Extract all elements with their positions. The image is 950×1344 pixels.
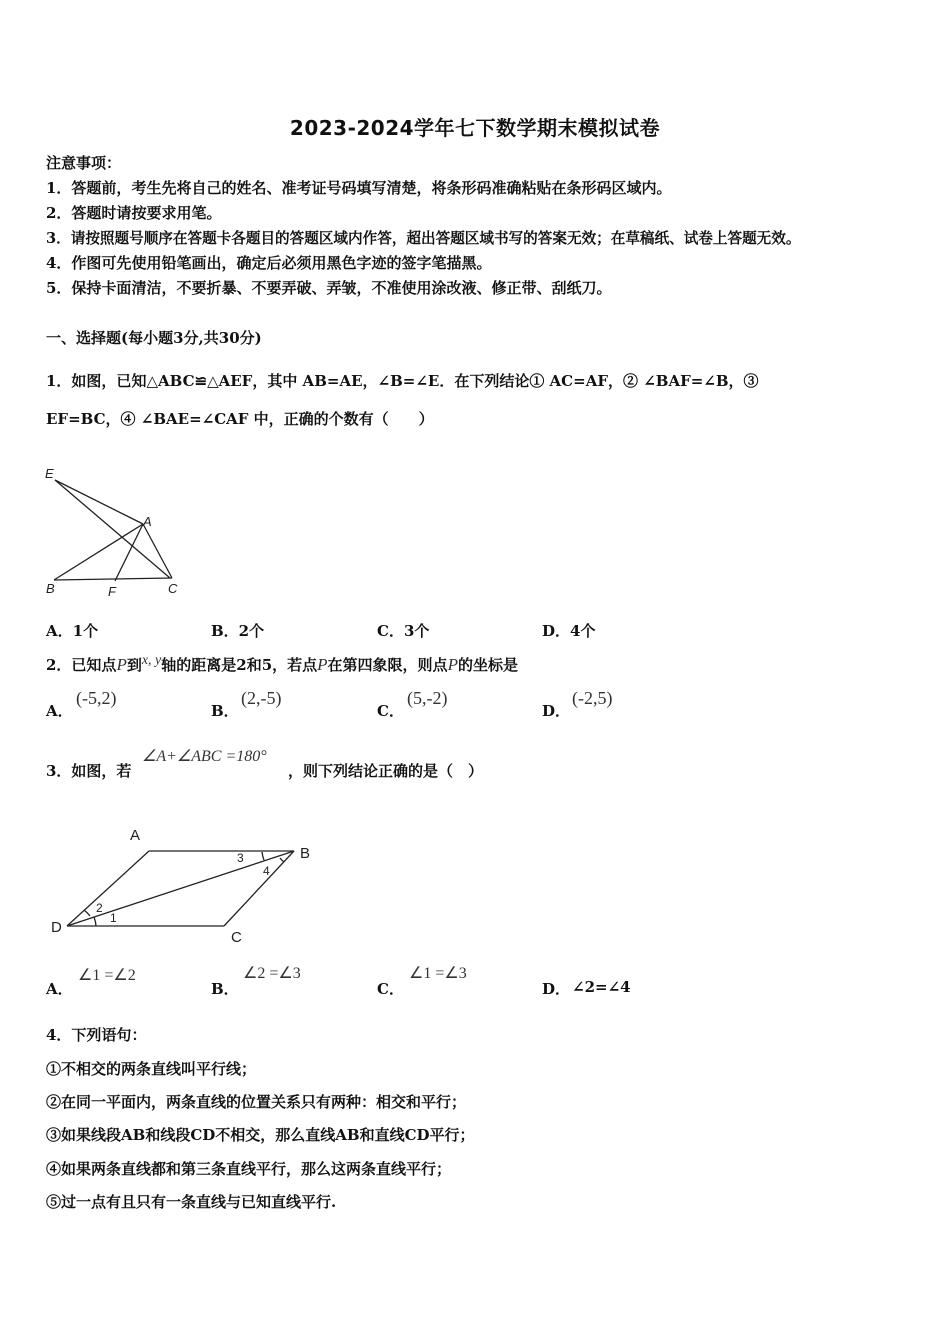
page-title: 2023-2024学年七下数学期末模拟试卷 bbox=[289, 116, 661, 140]
notice-item: 2．答题时请按要求用笔。 bbox=[46, 204, 222, 222]
question-3-figure bbox=[44, 818, 334, 948]
q1-option-c[interactable]: C．3个 bbox=[377, 622, 430, 640]
notice-item: 3．请按照题号顺序在答题卡各题目的答题区域内作答，超出答题区域书写的答案无效；在草稿纸、试卷上答题无效。 bbox=[46, 230, 801, 247]
section-title: 一、选择题(每小题3分,共30分) bbox=[46, 329, 262, 347]
angle-label-4: 4 bbox=[263, 864, 270, 878]
segment-EC bbox=[55, 480, 170, 578]
segment-BC bbox=[54, 578, 172, 580]
question-1-line2: EF=BC，④ ∠BAE=∠CAF 中，正确的个数有（ ） bbox=[46, 410, 434, 428]
question-4-statement: ①不相交的两条直线叫平行线； bbox=[46, 1060, 257, 1078]
question-4-statement: ⑤过一点有且只有一条直线与已知直线平行. bbox=[46, 1193, 337, 1211]
axes-xy: x, y bbox=[141, 653, 162, 668]
q2-option-b-label[interactable]: B． bbox=[211, 702, 239, 720]
vertex-label-A: A bbox=[143, 514, 152, 529]
vertex-label-D: D bbox=[51, 919, 62, 936]
notice-heading: 注意事项： bbox=[46, 154, 122, 172]
q3-option-c-value[interactable]: ∠1 =∠3 bbox=[409, 965, 467, 982]
q2-option-c-label[interactable]: C． bbox=[377, 702, 404, 720]
q2-option-a-label[interactable]: A． bbox=[46, 702, 73, 720]
q1-option-b[interactable]: B．2个 bbox=[211, 622, 265, 640]
point-p: P bbox=[116, 655, 127, 674]
question-3-prefix: 3．如图，若 bbox=[46, 762, 132, 780]
vertex-label-B: B bbox=[300, 845, 311, 862]
angle-arc-1 bbox=[94, 917, 96, 926]
question-4-statement: ③如果线段AB和线段CD不相交，那么直线AB和直线CD平行； bbox=[46, 1126, 475, 1144]
angle-arc-2 bbox=[84, 910, 90, 916]
q2-option-d-value[interactable]: (-2,5) bbox=[572, 688, 613, 708]
angle-label-3: 3 bbox=[237, 851, 244, 865]
notice-item: 4．作图可先使用铅笔画出，确定后必须用黑色字迹的签字笔描黑。 bbox=[46, 254, 492, 272]
q3-option-d-label[interactable]: D． bbox=[542, 980, 571, 998]
angle-arc-3 bbox=[262, 852, 264, 860]
question-4-statement: ④如果两条直线都和第三条直线平行，那么这两条直线平行； bbox=[46, 1160, 452, 1178]
angle-arc-4 bbox=[280, 858, 284, 862]
question-3-condition: ∠A+∠ABC =180° bbox=[142, 748, 267, 765]
vertex-label-C: C bbox=[231, 929, 242, 946]
notice-item: 1．答题前，考生先将自己的姓名、准考证号码填写清楚，将条形码准确粘贴在条形码区域内。 bbox=[46, 179, 672, 197]
q2-option-b-value[interactable]: (2,-5) bbox=[241, 688, 282, 708]
vertex-label-C: C bbox=[168, 581, 178, 596]
q1-option-d[interactable]: D．4个 bbox=[542, 622, 596, 640]
q1-option-a[interactable]: A．1个 bbox=[46, 622, 99, 640]
q3-option-d-value[interactable]: ∠2=∠4 bbox=[572, 978, 631, 996]
angle-label-1: 1 bbox=[110, 911, 117, 925]
q3-option-a-value[interactable]: ∠1 =∠2 bbox=[78, 967, 136, 984]
vertex-label-E: E bbox=[45, 466, 54, 481]
question-4-intro: 4．下列语句： bbox=[46, 1026, 147, 1044]
vertex-label-B: B bbox=[46, 581, 55, 596]
angle-label-2: 2 bbox=[96, 901, 103, 915]
question-3-suffix: ，则下列结论正确的是（ ） bbox=[288, 762, 484, 780]
vertex-label-F: F bbox=[108, 584, 116, 599]
question-2: 2．已知点P到x, y轴的距离是2和5，若点P在第四象限，则点P的坐标是 bbox=[46, 653, 518, 674]
notice-item: 5．保持卡面清洁，不要折暴、不要弄破、弄皱，不准使用涂改液、修正带、刮纸刀。 bbox=[46, 279, 612, 297]
q3-option-c-label[interactable]: C． bbox=[377, 980, 404, 998]
q2-option-a-value[interactable]: (-5,2) bbox=[76, 688, 117, 708]
q3-option-b-label[interactable]: B． bbox=[211, 980, 239, 998]
question-4-statement: ②在同一平面内，两条直线的位置关系只有两种：相交和平行； bbox=[46, 1093, 467, 1111]
vertex-label-A: A bbox=[130, 827, 141, 844]
segment-AC bbox=[143, 524, 172, 578]
q3-option-a-label[interactable]: A． bbox=[46, 980, 73, 998]
q2-option-c-value[interactable]: (5,-2) bbox=[407, 688, 448, 708]
question-1-figure bbox=[40, 460, 200, 605]
segment-AD bbox=[67, 851, 149, 926]
question-1-line1: 1．如图，已知△ABC≌△AEF，其中 AB=AE，∠B=∠E．在下列结论① AC=AF，② ∠BAF=∠B，③ bbox=[46, 372, 759, 390]
q2-option-d-label[interactable]: D． bbox=[542, 702, 571, 720]
q3-option-b-value[interactable]: ∠2 =∠3 bbox=[243, 965, 301, 982]
